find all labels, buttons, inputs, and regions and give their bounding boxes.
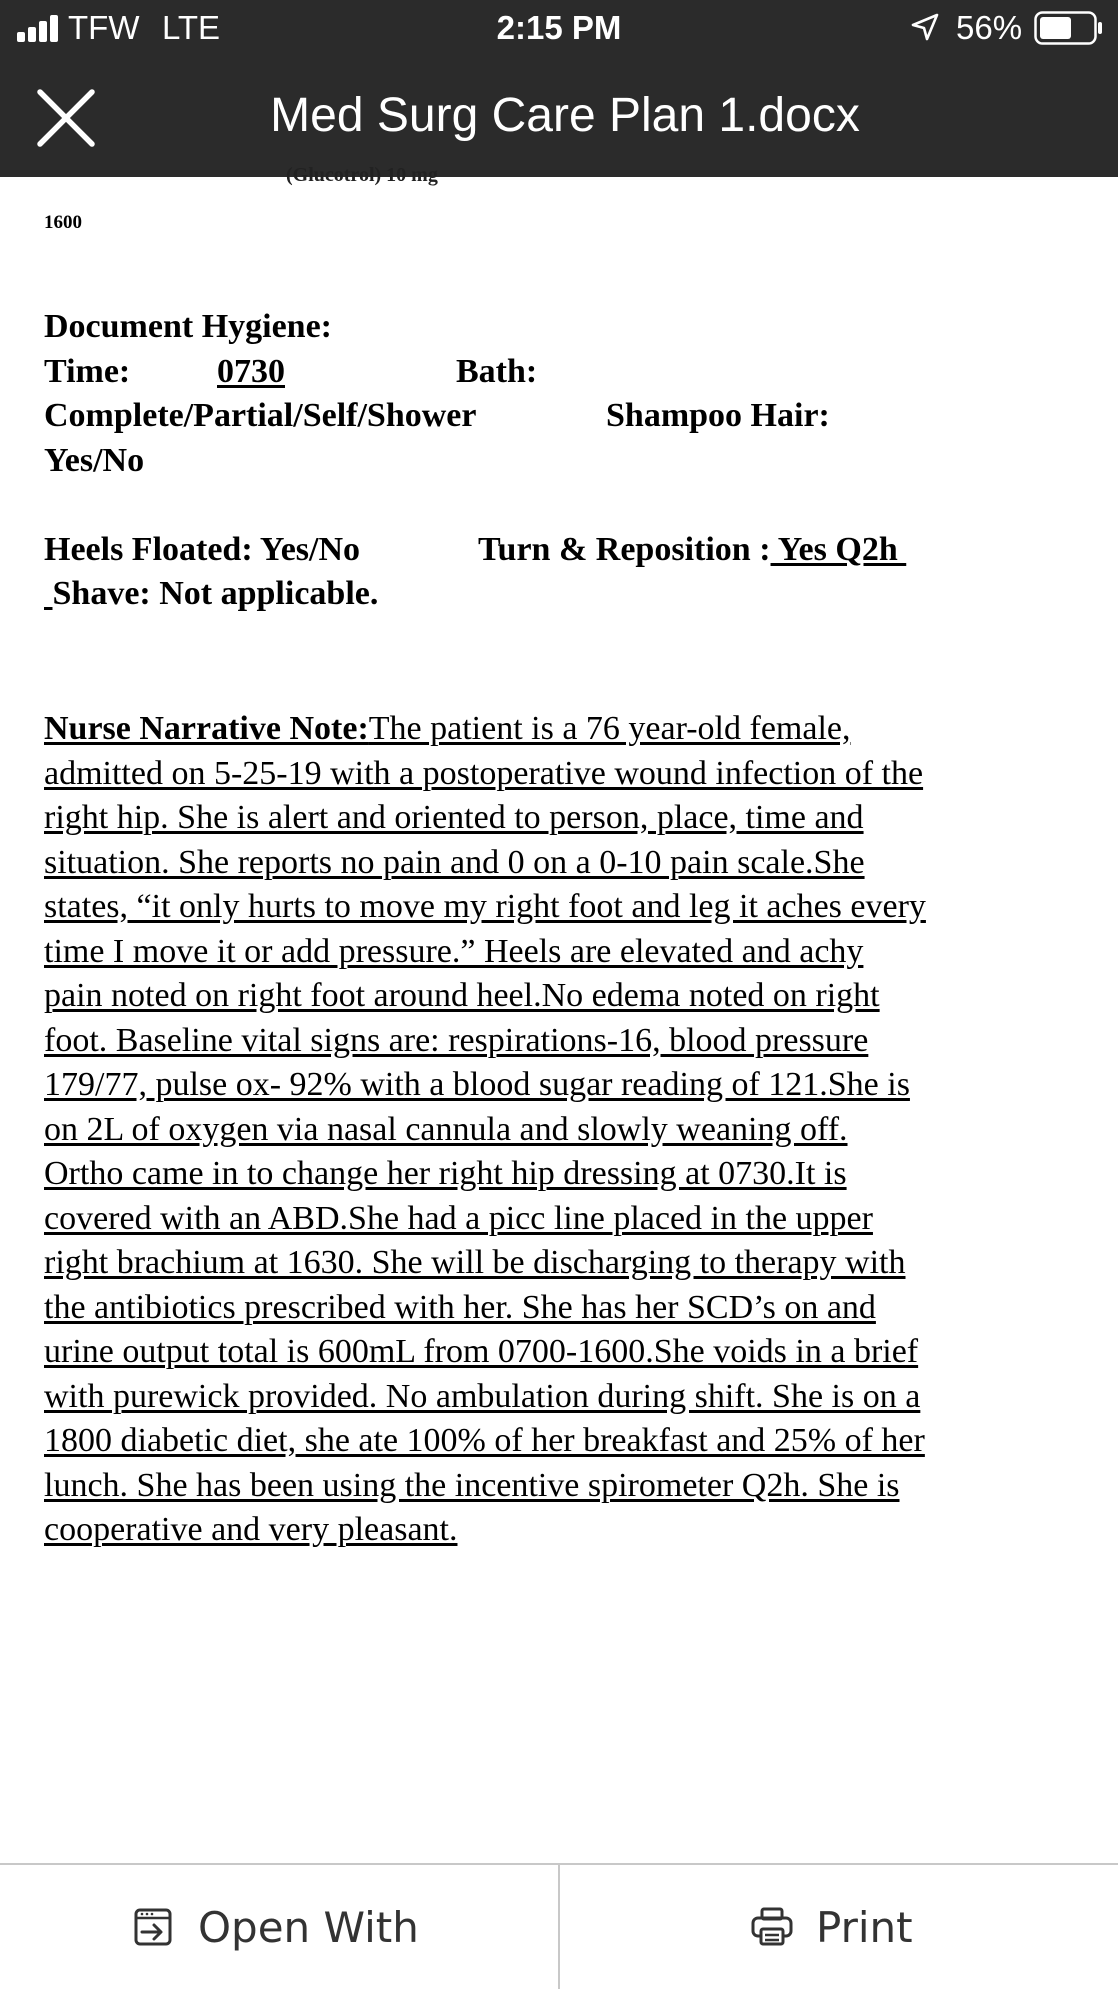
turn-label: Turn & Reposition : <box>478 530 771 568</box>
cut-off-text: (Glucotrol) 10 mg <box>286 164 438 186</box>
shampoo-label: Shampoo Hair: <box>606 397 830 434</box>
time-1600: 1600 <box>44 212 82 233</box>
location-icon <box>910 12 940 42</box>
heels-floated: Heels Floated: Yes/No <box>44 530 361 568</box>
narrative-line: right hip. She is alert and oriented to person, place, time and <box>44 799 864 836</box>
hygiene-heading: Document Hygiene: <box>44 308 333 345</box>
bottom-toolbar <box>0 1863 1118 1989</box>
printer-icon <box>750 1905 794 1949</box>
shave-prefix <box>44 575 53 612</box>
nurse-narrative-note <box>44 707 1084 1553</box>
narrative-line: with purewick provided. No ambulation during shift. She is on a <box>44 1377 921 1415</box>
print-label: Print <box>816 1902 913 1952</box>
narrative-line: admitted on 5-25-19 with a postoperative wound infection of the <box>44 754 924 792</box>
narrative-line: the antibiotics prescribed with her. She has her SCD’s on and <box>44 1288 876 1326</box>
open-with-label: Open With <box>198 1902 419 1952</box>
narrative-line: lunch. She has been using the incentive spirometer Q2h. She is <box>44 1466 900 1504</box>
print-button[interactable] <box>750 1865 913 1989</box>
document-title: Med Surg Care Plan 1.docx <box>270 89 860 142</box>
time-value: 0730 <box>217 352 285 390</box>
narrative-line: on 2L of oxygen via nasal cannula and slowly weaning off. <box>44 1110 848 1148</box>
spacer <box>44 483 378 528</box>
status-bar <box>0 0 1118 58</box>
bath-options-row <box>44 394 830 439</box>
narrative-label: Nurse Narrative Note: <box>44 710 369 747</box>
battery-icon <box>1034 11 1104 45</box>
narrative-line: time I move it or add pressure.” Heels are elevated and achy <box>44 932 864 970</box>
open-with-button[interactable] <box>132 1865 419 1989</box>
turn-reposition <box>478 528 906 573</box>
toolbar-divider <box>558 1865 560 1989</box>
close-icon <box>40 92 92 144</box>
narrative-line: situation. She reports no pain and 0 on a 0-10 pain scale.She <box>44 843 865 881</box>
network-type: LTE <box>162 9 221 46</box>
time-label: Time: <box>44 352 131 390</box>
bath-label: Bath: <box>456 352 538 390</box>
heels-turn-row <box>44 528 907 573</box>
shave: Shave: Not applicable. <box>52 575 379 612</box>
narrative-line: cooperative and very pleasant. <box>44 1511 458 1548</box>
narrative-line: covered with an ABD.She had a picc line placed in the upper <box>44 1199 873 1237</box>
top-bar <box>0 0 1118 177</box>
narrative-line: 179/77, pulse ox- 92% with a blood sugar reading of 121.She is <box>44 1066 910 1103</box>
bath-options: Complete/Partial/Self/Shower <box>44 397 477 434</box>
document-view[interactable] <box>0 164 1118 1863</box>
narrative-line: Nurse Narrative Note:The patient is a 76 year-old female, <box>44 710 851 747</box>
hygiene-time-row <box>44 350 538 395</box>
shave-row <box>44 572 378 617</box>
narrative-line: 1800 diabetic diet, she ate 100% of her breakfast and 25% of her <box>44 1422 925 1459</box>
carrier-name: TFW <box>68 9 140 46</box>
narrative-line: foot. Baseline vital signs are: respirations-16, blood pressure <box>44 1021 869 1059</box>
nav-bar <box>0 58 1118 177</box>
narrative-line: Ortho came in to change her right hip dressing at 0730.It is <box>44 1155 847 1192</box>
hygiene-section <box>44 305 907 617</box>
battery-percentage: 56% <box>956 9 1023 46</box>
narrative-line: right brachium at 1630. She will be discharging to therapy with <box>44 1244 906 1281</box>
narrative-line: pain noted on right foot around heel.No edema noted on right <box>44 977 880 1014</box>
narrative-line: states, “it only hurts to move my right foot and leg it aches every <box>44 888 926 925</box>
clock: 2:15 PM <box>496 9 622 46</box>
shampoo-options: Yes/No <box>44 441 145 479</box>
open-with-icon <box>132 1905 176 1949</box>
turn-value: Yes Q2h <box>770 530 907 568</box>
narrative-line: urine output total is 600mL from 0700-1600.She voids in a brief <box>44 1333 919 1370</box>
close-button[interactable] <box>26 78 106 158</box>
